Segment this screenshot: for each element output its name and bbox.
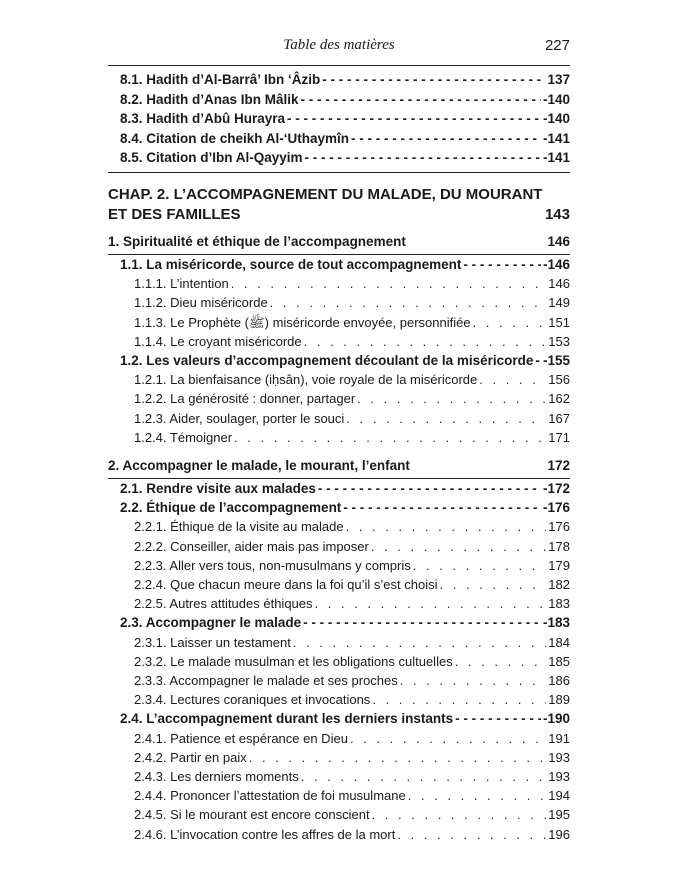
- toc-entry-page: -183: [542, 615, 570, 631]
- toc-entry-page: 193: [548, 749, 570, 765]
- leader: [287, 111, 541, 126]
- toc-entry: [134, 769, 570, 789]
- toc-entry: [134, 788, 570, 808]
- toc-entry-title: 2.3.4. Lectures coraniques et invocations: [134, 692, 371, 708]
- toc-entry: [120, 131, 570, 151]
- leader: [315, 596, 547, 611]
- toc-entry: [120, 111, 570, 131]
- leader: [440, 577, 547, 592]
- leader: [303, 615, 541, 630]
- page-header: [108, 37, 570, 59]
- leader: [301, 769, 547, 784]
- chapter-title-line2: [108, 206, 570, 223]
- toc-entry: [120, 257, 570, 277]
- leader: [479, 372, 546, 387]
- toc-entry-page: -190: [542, 711, 570, 727]
- toc-entry: [134, 673, 570, 693]
- toc-entry-title: 1.1.1. L’intention: [134, 276, 229, 292]
- toc-entry: [134, 295, 570, 315]
- leader: [301, 92, 541, 107]
- toc-entry-title: 2.2.3. Aller vers tous, non-musulmans y compris: [134, 557, 411, 573]
- divider-rule: [108, 172, 570, 173]
- toc-entry-title: 2.1. Rendre visite aux malades: [120, 481, 316, 496]
- toc-entry-title: 2.4.2. Partir en paix: [134, 749, 247, 765]
- toc-entry-title: 2.4. L’accompagnement durant les derniers instants: [120, 711, 454, 727]
- toc-entry-page: 182: [548, 577, 570, 592]
- toc-entry: [134, 750, 570, 770]
- toc-entry-title: 2.3.3. Accompagner le malade et ses proches: [134, 673, 398, 688]
- toc-entry: [134, 827, 570, 847]
- leader: [463, 257, 541, 272]
- toc-entry-title: 2.3.1. Laisser un testament: [134, 634, 291, 650]
- toc-entry-page: 185: [548, 653, 570, 669]
- toc-entry-title: 2.2.2. Conseiller, aider mais pas imposer: [134, 538, 369, 554]
- leader: [351, 131, 541, 146]
- toc-entry: [134, 577, 570, 597]
- toc-entry: [134, 430, 570, 450]
- leader: [473, 315, 547, 330]
- toc-entry-page: 196: [548, 826, 570, 842]
- toc-entry-page: 153: [548, 333, 570, 349]
- toc-entry-title: 1.1.4. Le croyant miséricorde: [134, 333, 302, 349]
- leader: [408, 788, 547, 803]
- toc-entry: [134, 558, 570, 578]
- toc-entry-page: 146: [547, 234, 570, 249]
- chapter-page: 143: [544, 206, 570, 223]
- toc-entry-page: -176: [542, 500, 570, 516]
- section-rule: [108, 254, 570, 255]
- toc-entry: [134, 807, 570, 827]
- toc-entry-title: 2.2.1. Éthique de la visite au malade: [134, 519, 344, 535]
- toc-entry-page: 171: [548, 429, 570, 445]
- toc-entry-title: 1. Spiritualité et éthique de l’accompagnement: [108, 234, 406, 249]
- toc-entry-title: 1.2.2. La générosité : donner, partager: [134, 391, 356, 407]
- toc-entry: [134, 539, 570, 559]
- running-title: Table des matières: [283, 37, 395, 53]
- toc-entry-page: 189: [548, 692, 570, 708]
- toc-entry-page: 195: [548, 807, 570, 823]
- toc-entry-title: 2.2. Éthique de l’accompagnement: [120, 500, 342, 516]
- toc-entry: [134, 692, 570, 712]
- toc-entry-title: 2.4.4. Prononcer l’attestation de foi musulmane: [134, 788, 406, 804]
- toc-entry-page: 162: [548, 391, 570, 407]
- toc-entry-title: 1.2.1. La bienfaisance (iḥsân), voie royale de la miséricorde: [134, 372, 478, 388]
- toc-entry-title: 2.2.5. Autres attitudes éthiques: [134, 596, 313, 612]
- toc-entry-page: 186: [548, 673, 570, 688]
- toc-entry-title: 2.4.3. Les derniers moments: [134, 769, 299, 784]
- leader: [346, 519, 547, 534]
- toc-entry: [134, 334, 570, 354]
- toc-entry: [134, 276, 570, 296]
- toc-entry: [120, 500, 570, 520]
- leader: [397, 827, 546, 842]
- toc-entry: [134, 391, 570, 411]
- toc-entry-page: -140: [542, 91, 570, 107]
- toc-entry-page: -141: [542, 150, 570, 165]
- toc-entry-page: 191: [548, 730, 570, 746]
- leader: [305, 150, 541, 165]
- toc-entry: [120, 481, 570, 501]
- toc-entry: [120, 150, 570, 170]
- toc-entry: [134, 731, 570, 751]
- toc-entry-title: 2.3. Accompagner le malade: [120, 615, 302, 631]
- toc-entry-page: 176: [548, 519, 570, 535]
- toc-entry-title: 8.3. Hadith d’Abû Hurayra: [120, 111, 286, 126]
- leader: [343, 500, 541, 515]
- toc-entry-title: 2.3.2. Le malade musulman et les obligations cultuelles: [134, 653, 453, 669]
- toc-entry: [120, 615, 570, 635]
- leader: [318, 481, 541, 496]
- leader: [357, 391, 546, 406]
- toc-entry-page: -155: [542, 353, 570, 368]
- toc-entry-page: 149: [548, 295, 570, 311]
- toc-entry-title: 8.5. Citation d’Ibn Al-Qayyim: [120, 150, 303, 165]
- leader: [322, 72, 545, 87]
- toc-entry-title: 8.2. Hadith d’Anas Ibn Mâlik: [120, 91, 299, 107]
- leader: [371, 539, 546, 554]
- toc-entry-page: -172: [542, 481, 570, 496]
- leader: [249, 750, 547, 765]
- toc-entry: [134, 372, 570, 392]
- toc-entry: [134, 596, 570, 616]
- leader: [231, 276, 547, 291]
- leader: [293, 635, 546, 650]
- toc-entry-title: 1.2.3. Aider, soulager, porter le souci: [134, 410, 345, 426]
- chapter-title-text: ET DES FAMILLES: [108, 206, 241, 223]
- toc-entry-page: -146: [542, 257, 570, 272]
- toc-entry-page: 178: [548, 538, 570, 554]
- toc-entry-title: 8.1. Hadith d’Al-Barrâ’ Ibn ‘Âzib: [120, 72, 321, 87]
- toc-entry-page: 156: [548, 372, 570, 388]
- toc-entry-page: 137: [547, 72, 570, 87]
- page-number: 227: [544, 37, 570, 54]
- chapter-title-line1: CHAP. 2. L’ACCOMPAGNEMENT DU MALADE, DU MOURANT: [108, 186, 543, 203]
- leader: [270, 295, 547, 310]
- leader: [304, 334, 547, 349]
- leader: [413, 558, 547, 573]
- toc-entry-title: 8.4. Citation de cheikh Al-‘Uthaymîn: [120, 130, 350, 146]
- toc-entry-title: 1.2. Les valeurs d’accompagnement découlant de la miséricorde: [120, 353, 534, 368]
- toc-entry: [134, 654, 570, 674]
- toc-entry-title: 1.2.4. Témoigner: [134, 429, 233, 445]
- leader: [535, 353, 541, 368]
- toc-entry-title: 2.4.5. Si le mourant est encore conscient: [134, 807, 370, 823]
- leader: [455, 711, 541, 726]
- toc-entry-page: 184: [548, 634, 570, 650]
- leader: [346, 411, 546, 426]
- leader: [400, 673, 547, 688]
- toc-entry-page: 179: [548, 557, 570, 573]
- toc-entry-title: 2.2.4. Que chacun meure dans la foi qu’il s’est choisi: [134, 577, 438, 592]
- toc-entry-page: 194: [548, 788, 570, 804]
- toc-entry: [134, 635, 570, 655]
- toc-entry-title: 1.1. La miséricorde, source de tout accompagnement: [120, 257, 462, 272]
- leader: [455, 654, 547, 669]
- toc-entry: [120, 92, 570, 112]
- toc-entry-page: 172: [547, 458, 570, 473]
- toc-entry-page: 193: [548, 769, 570, 784]
- toc-entry: [134, 315, 570, 335]
- header-rule: [108, 65, 570, 66]
- toc-entry-title: 1.1.2. Dieu miséricorde: [134, 295, 268, 311]
- toc-entry-title: 1.1.3. Le Prophète (ﷺ) miséricorde envoyée, personnifiée: [134, 314, 471, 330]
- toc-entry-title: 2.4.1. Patience et espérance en Dieu: [134, 730, 348, 746]
- toc-entry: [134, 519, 570, 539]
- toc-entry-title: 2.4.6. L’invocation contre les affres de la mort: [134, 826, 396, 842]
- toc-entry: [120, 711, 570, 731]
- toc-entry: [134, 411, 570, 431]
- leader: [234, 430, 546, 445]
- toc-entry: [108, 458, 570, 478]
- toc-entry-page: 151: [548, 314, 570, 330]
- toc-entry-page: 167: [548, 410, 570, 426]
- toc-entry-page: -140: [542, 111, 570, 126]
- leader: [350, 731, 546, 746]
- leader: [372, 692, 546, 707]
- leader: [372, 807, 547, 822]
- toc-entry-page: 183: [548, 596, 570, 612]
- toc-entry: [108, 234, 570, 254]
- toc-entry-page: -141: [542, 130, 570, 146]
- toc-entry-page: 146: [548, 276, 570, 292]
- toc-entry-title: 2. Accompagner le malade, le mourant, l’enfant: [108, 458, 410, 473]
- section-rule: [108, 478, 570, 479]
- toc-entry: [120, 72, 570, 92]
- toc-entry: [120, 353, 570, 373]
